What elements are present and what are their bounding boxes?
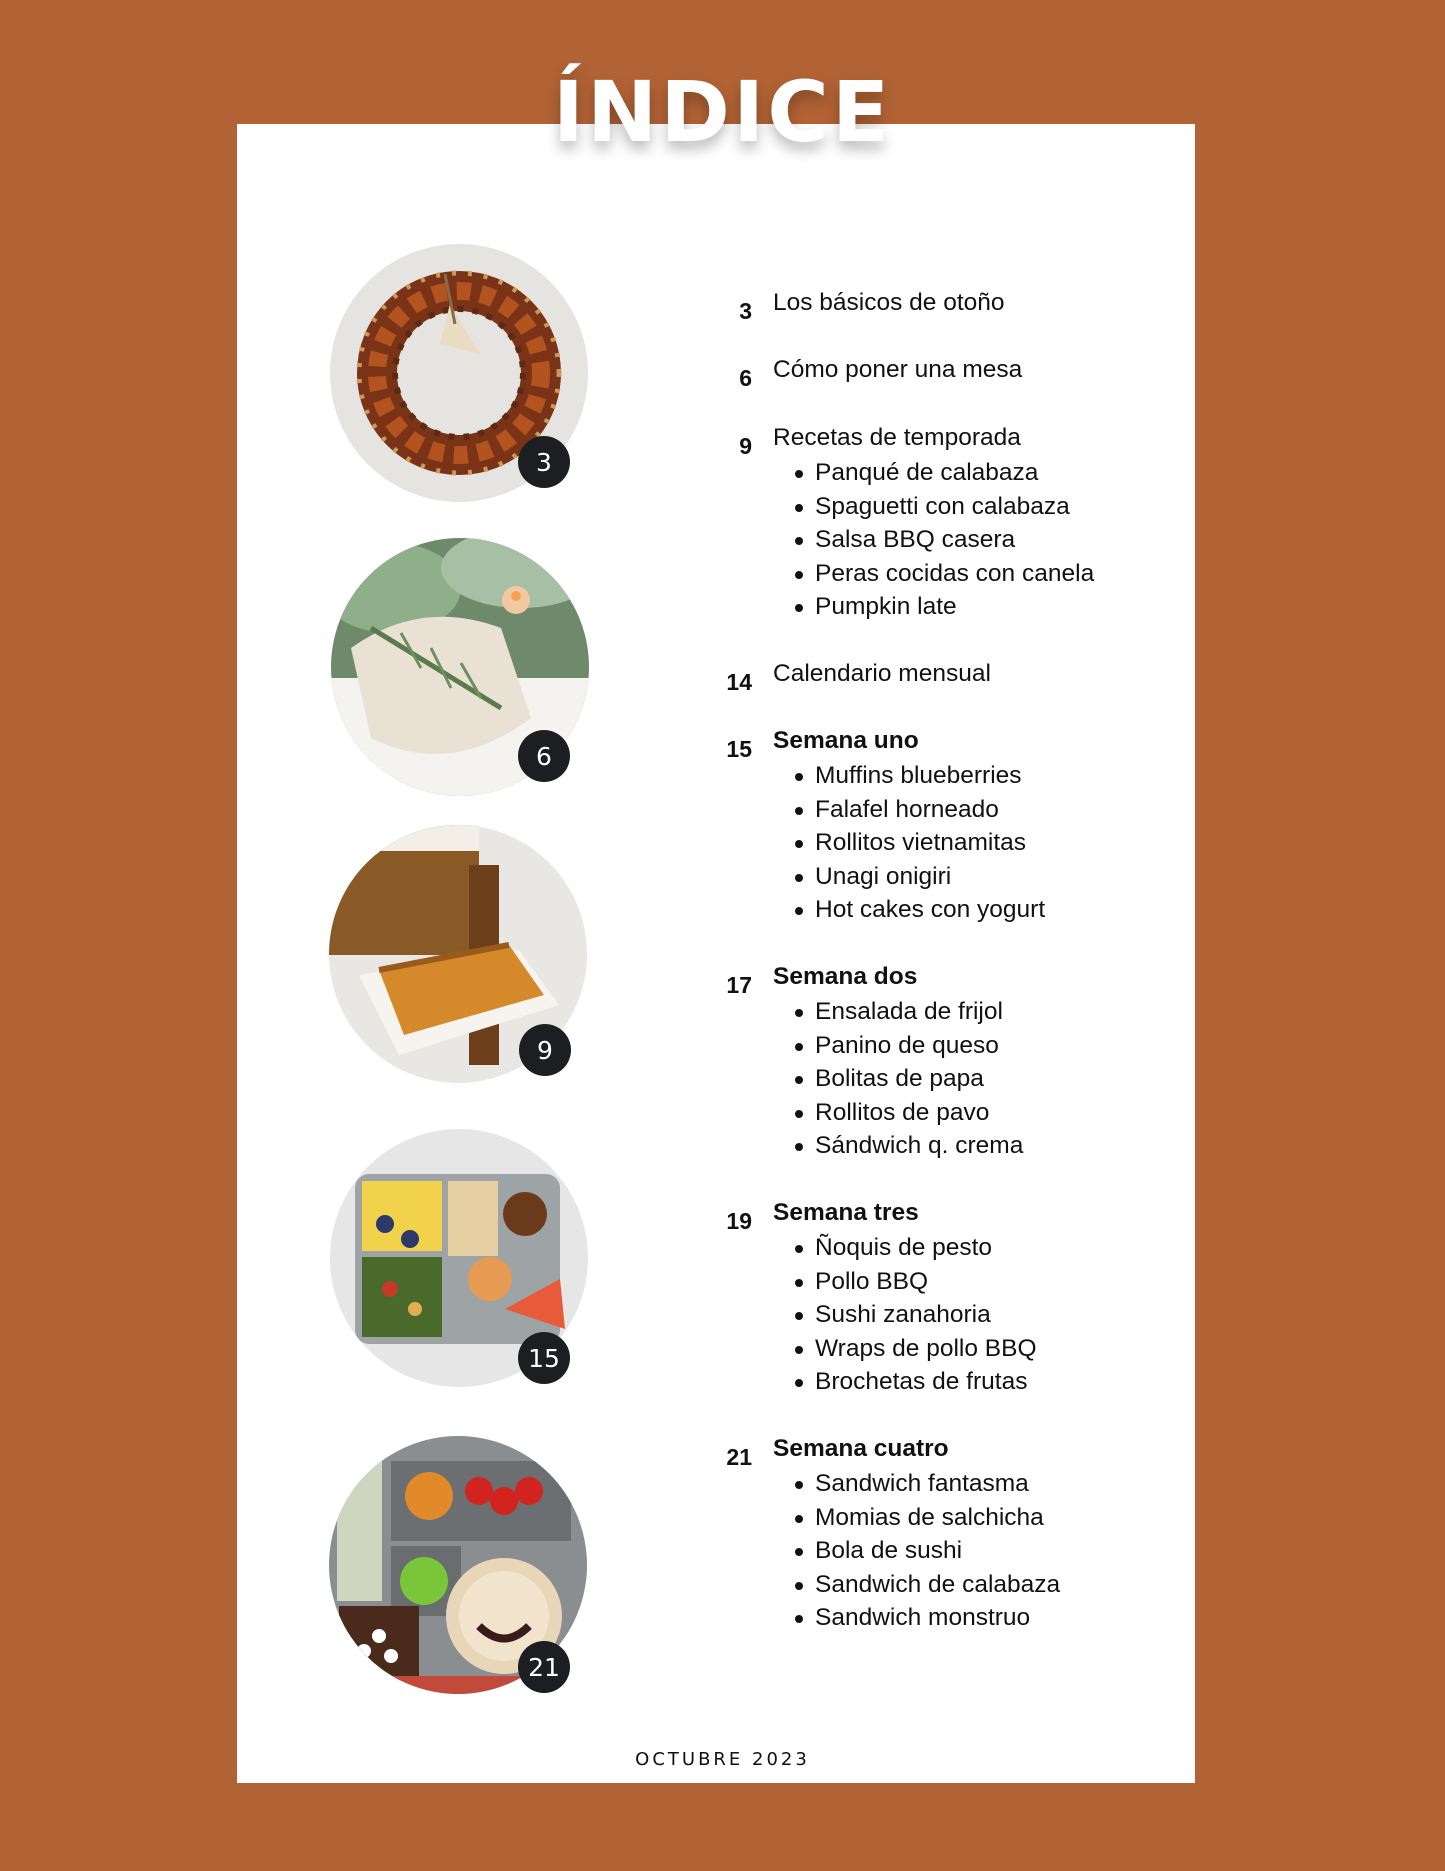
list-item[interactable]: Falafel horneado — [795, 793, 1045, 827]
list-item[interactable]: Unagi onigiri — [795, 860, 1045, 894]
toc-label: Cómo poner una mesa — [773, 356, 1023, 383]
list-item[interactable]: Rollitos de pavo — [795, 1096, 1023, 1130]
list-item[interactable]: Bolitas de papa — [795, 1062, 1023, 1096]
toc-label: Semana tres — [773, 1199, 919, 1226]
list-item[interactable]: Sushi zanahoria — [795, 1298, 1037, 1332]
list-item[interactable]: Bola de sushi — [795, 1534, 1060, 1568]
page-badge: 15 — [518, 1332, 570, 1384]
page-badge: 9 — [519, 1024, 571, 1076]
list-item[interactable]: Peras cocidas con canela — [795, 557, 1094, 591]
toc-subitems — [795, 456, 1094, 624]
toc-label: Semana dos — [773, 963, 918, 990]
list-item[interactable]: Wraps de pollo BBQ — [795, 1332, 1037, 1366]
toc-page-number: 15 — [726, 736, 752, 762]
toc-label: Calendario mensual — [773, 660, 991, 687]
toc-label: Los básicos de otoño — [773, 289, 1005, 316]
list-item[interactable]: Rollitos vietnamitas — [795, 826, 1045, 860]
toc-subitems — [795, 759, 1045, 927]
list-item[interactable]: Salsa BBQ casera — [795, 523, 1094, 557]
list-item[interactable]: Muffins blueberries — [795, 759, 1045, 793]
list-item[interactable]: Pollo BBQ — [795, 1265, 1037, 1299]
page-badge: 21 — [518, 1641, 570, 1693]
footer-date: OCTUBRE 2023 — [635, 1749, 810, 1770]
list-item[interactable]: Brochetas de frutas — [795, 1365, 1037, 1399]
toc-page-number: 6 — [739, 365, 752, 391]
list-item[interactable]: Panino de queso — [795, 1029, 1023, 1063]
toc-page-number: 21 — [726, 1444, 752, 1470]
list-item[interactable]: Panqué de calabaza — [795, 456, 1094, 490]
page-title: ÍNDICE — [552, 63, 893, 161]
list-item[interactable]: Ñoquis de pesto — [795, 1231, 1037, 1265]
toc-subitems — [795, 1231, 1037, 1399]
list-item[interactable]: Spaguetti con calabaza — [795, 490, 1094, 524]
toc-label: Semana cuatro — [773, 1435, 949, 1462]
list-item[interactable]: Ensalada de frijol — [795, 995, 1023, 1029]
toc-subitems — [795, 995, 1023, 1163]
list-item[interactable]: Momias de salchicha — [795, 1501, 1060, 1535]
page-badge: 3 — [518, 436, 570, 488]
toc-page-number: 17 — [726, 972, 752, 998]
list-item[interactable]: Pumpkin late — [795, 590, 1094, 624]
list-item[interactable]: Sandwich de calabaza — [795, 1568, 1060, 1602]
page-badge: 6 — [518, 730, 570, 782]
toc-subitems — [795, 1467, 1060, 1635]
toc-label: Recetas de temporada — [773, 424, 1021, 451]
list-item[interactable]: Hot cakes con yogurt — [795, 893, 1045, 927]
list-item[interactable]: Sandwich monstruo — [795, 1601, 1060, 1635]
list-item[interactable]: Sandwich fantasma — [795, 1467, 1060, 1501]
toc-page-number: 9 — [739, 433, 752, 459]
toc-page-number: 19 — [726, 1208, 752, 1234]
toc-page-number: 14 — [726, 669, 752, 695]
toc-page-number: 3 — [739, 298, 752, 324]
toc-label: Semana uno — [773, 727, 919, 754]
list-item[interactable]: Sándwich q. crema — [795, 1129, 1023, 1163]
